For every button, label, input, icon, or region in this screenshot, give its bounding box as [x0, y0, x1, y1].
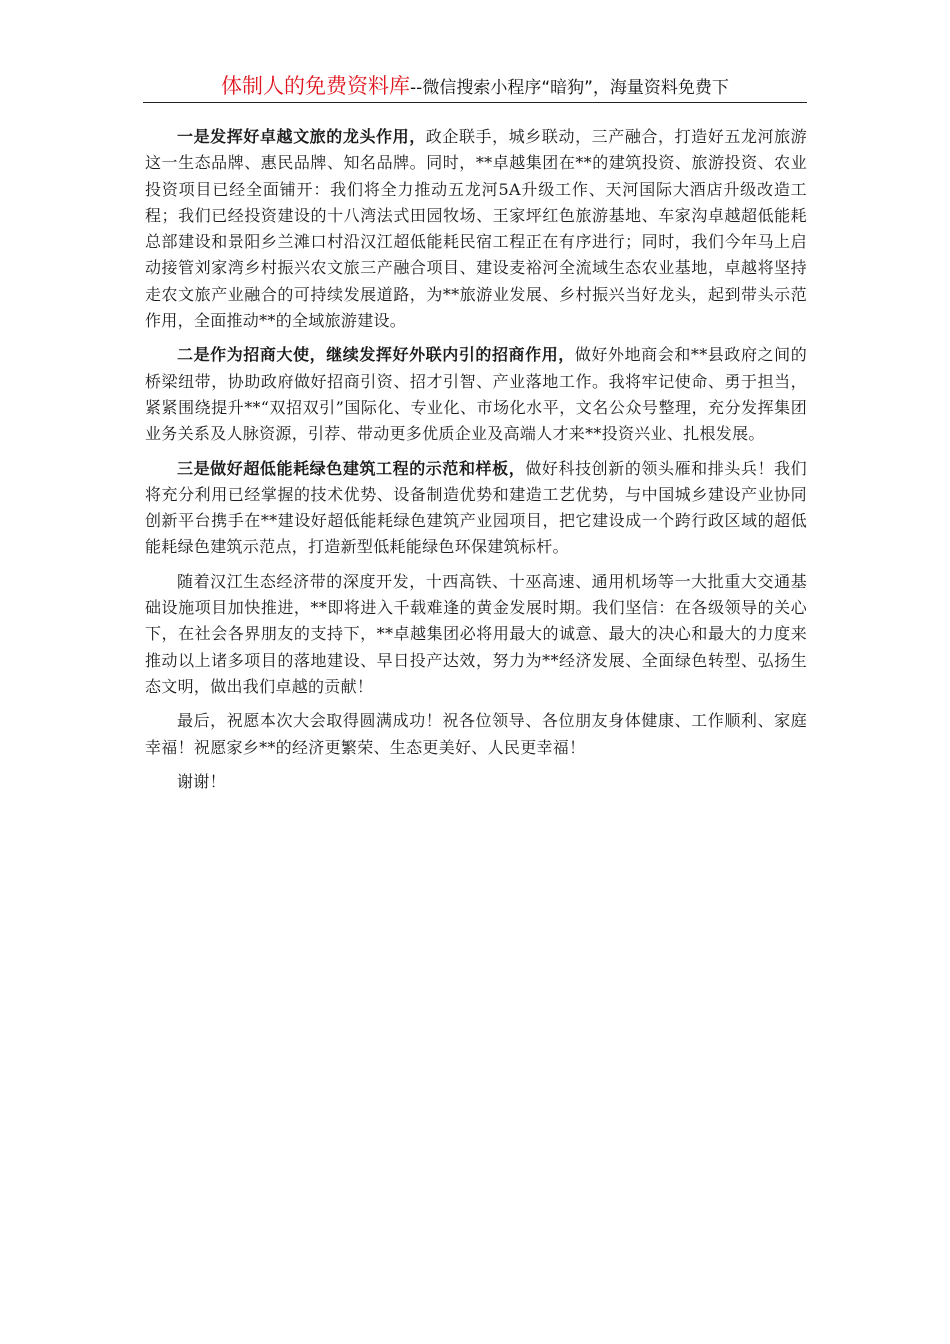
page-header — [143, 70, 807, 103]
paragraph-text: 做好外地商会和**县政府之间的桥梁纽带，协助政府做好招商引资、招才引智、产业落地工作。我将牢记使命、勇于担当，紧紧围绕提升**“双招双引”国际化、专业化、市场化水平，文名公众号整理，充分发挥集团业务关系及人脉资源，引荐、带动更多优质企业及高端人才来**投资兴业、扎根发展。 — [145, 345, 807, 444]
paragraph-5 — [145, 708, 807, 761]
paragraph-text: 做好科技创新的领头雁和排头兵！我们将充分利用已经掌握的技术优势、设备制造优势和建造工艺优势，与中国城乡建设产业协同创新平台携手在**建设好超低能耗绿色建筑产业园项目，把它建设成一个跨行政区域的超低能耗绿色建筑示范点，打造新型低耗能绿色环保建筑标杆。 — [145, 458, 807, 557]
paragraph-text: 随着汉江生态经济带的深度开发，十西高铁、十巫高速、通用机场等一大批重大交通基础设施项目加快推进，**即将进入千载难逢的黄金发展时期。我们坚信：在各级领导的关心下，在社会各界朋友的支持下，**卓越集团必将用最大的诚意、最大的决心和最大的力度来推动以上诸多项目的落地建设、早日投产达效，努力为**经济发展、全面绿色转型、弘扬生态文明，做出我们卓越的贡献！ — [145, 571, 807, 696]
paragraph-lead: 三是做好超低能耗绿色建筑工程的示范和样板， — [177, 458, 526, 478]
paragraph-text: 政企联手，城乡联动，三产融合，打造好五龙河旅游这一生态品牌、惠民品牌、知名品牌。同时，**卓越集团在**的建筑投资、旅游投资、农业投资项目已经全面铺开：我们将全力推动五龙河5A升级工作、天河国际大酒店升级改造工程；我们已经投资建设的十八湾法式田园牧场、王家坪红色旅游基地、车家沟卓越超低能耗总部建设和景阳乡兰滩口村沿汉江超低能耗民宿工程正在有序进行；同时，我们今年马上启动接管刘家湾乡村振兴农文旅三产融合项目、建设麦裕河全流域生态农业基地，卓越将坚持走农文旅产业融合的可持续发展道路，为**旅游业发展、乡村振兴当好龙头，起到带头示范作用，全面推动**的全域旅游建设。 — [145, 127, 807, 331]
paragraph-6 — [145, 769, 807, 795]
header-tagline: --微信搜索小程序“暗狗”，海量资料免费下 — [410, 78, 729, 98]
paragraph-lead: 一是发挥好卓越文旅的龙头作用， — [177, 127, 426, 146]
paragraph-1 — [145, 124, 807, 334]
paragraph-2 — [145, 342, 807, 447]
paragraph-lead: 二是作为招商大使，继续发挥好外联内引的招商作用， — [177, 345, 575, 365]
header-brand: 体制人的免费资料库 — [221, 74, 411, 98]
document-body — [145, 124, 807, 803]
paragraph-text: 最后，祝愿本次大会取得圆满成功！祝各位领导、各位朋友身体健康、工作顺利、家庭幸福！祝愿家乡**的经济更繁荣、生态更美好、人民更幸福！ — [145, 711, 807, 757]
paragraph-4 — [145, 569, 807, 700]
paragraph-3 — [145, 456, 807, 561]
paragraph-text: 谢谢！ — [177, 771, 226, 791]
